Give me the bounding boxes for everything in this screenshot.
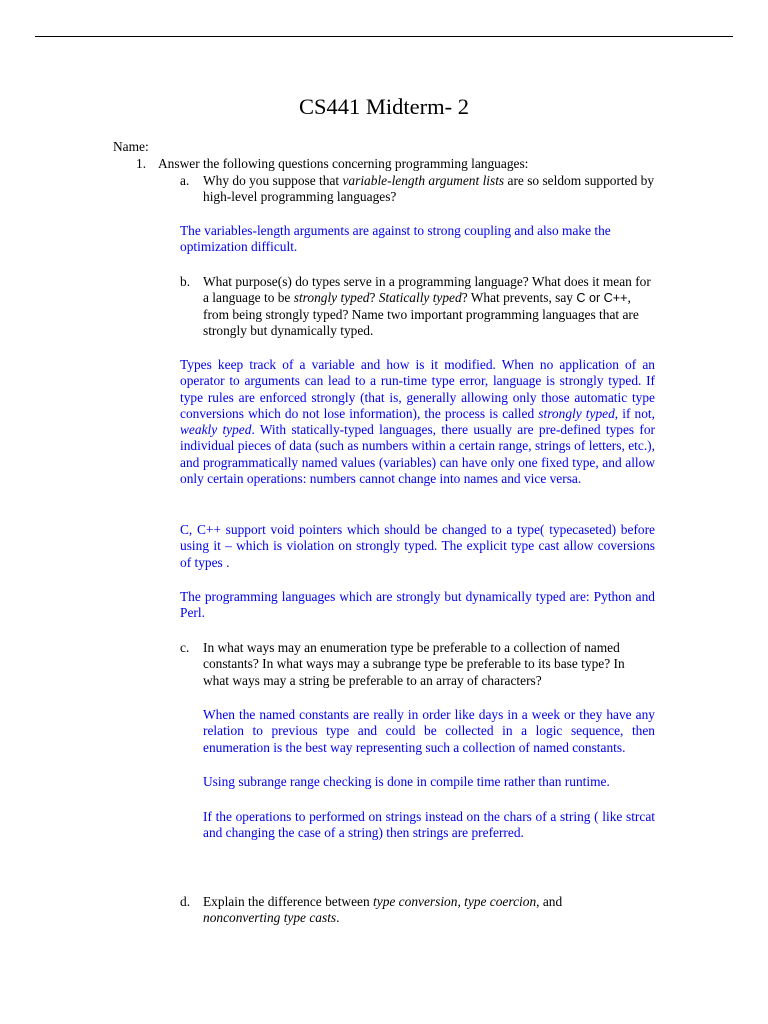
item-a-answer: The variables-length arguments are against to strong coupling and also make the optimization difficult. (180, 223, 611, 255)
item-b-answer-1-text-3: . With statically-typed languages, there usually are pre-defined types for individual pieces of data (such as numbers within a certain range, strings of letters, etc.), and programmatically named values (variables) can have only one fixed type, and allow only certain operations: numbers cannot change into names and vice versa. (180, 422, 655, 487)
item-a-question-text-end: are so seldom supported by high-level programming languages? (203, 173, 655, 205)
item-b-question-text-4: , from being strongly typed? Name two important programming languages that are strongly but dynamically typed. (203, 290, 639, 338)
item-b-answer-1-emphasis-1: strongly typed (538, 405, 615, 421)
question-1-number: 1. (136, 156, 147, 171)
item-b-question-sans: C or C++ (576, 291, 628, 306)
name-label: Name: (113, 139, 149, 154)
item-a-letter: a. (180, 173, 190, 188)
item-b-answer-1-text-1: Types keep track of a variable and how is it modified. When no application of an operator to arguments can lead to a run-time type error, language is strongly typed. If type rules are enforced strongly (that is, generally allowing only those automatic type conversions which do not lose information), the process is called (180, 357, 655, 421)
item-b-question-emphasis-1: strongly typed (293, 290, 370, 306)
item-c-answer-3: If the operations to performed on strings instead on the chars of a string ( like strcat and changing the case of a string) then strings are preferred. (203, 809, 655, 841)
item-d-question-emphasis-2: type coercion (464, 894, 537, 909)
item-d-letter: d. (180, 894, 191, 909)
item-d-question-text-2: , (457, 894, 465, 909)
item-c-answer-1: When the named constants are really in order like days in a week or they have any relation to previous type and could be collected in a logic sequence, then enumeration is the best way representing such a collection of named constants. (203, 707, 655, 755)
item-b-question-text-1: What purpose(s) do types serve in a programming language? What does it mean for a language to be (203, 274, 651, 306)
item-b-question-text-2: ? (369, 290, 379, 306)
item-b-answer-1 (180, 357, 655, 487)
item-b-answer-1-text-2: , if not, (614, 405, 655, 421)
item-b-answer-1-emphasis-2: weakly typed (180, 422, 252, 438)
item-c-answer-2: Using subrange range checking is done in compile time rather than runtime. (203, 774, 610, 789)
item-c-question: In what ways may an enumeration type be preferable to a collection of named constants? In what ways may a subrange type be preferable to its base type? In what ways may a string be preferable to an array of characters? (203, 640, 625, 688)
question-1-text: Answer the following questions concerning programming languages: (158, 156, 529, 171)
item-d-question-emphasis-3: nonconverting type casts (203, 910, 337, 926)
item-b-question-emphasis-2: Statically typed (378, 290, 462, 306)
item-b-question-text-3: ? What prevents, say (461, 290, 577, 306)
item-a-question (203, 173, 658, 206)
item-b-answer-2: C, C++ support void pointers which should be changed to a type( typecaseted) before using it – which is violation on strongly typed. The explicit type cast allow coversions of types . (180, 522, 655, 570)
item-b-answer-3: The programming languages which are strongly but dynamically typed are: Python and Perl. (180, 589, 655, 621)
item-d-question-text-4: . (336, 910, 340, 926)
item-b-question (203, 274, 655, 339)
item-a-question-text: Why do you suppose that (203, 173, 343, 188)
header-rule (35, 36, 733, 37)
item-d-question-text-3: , and (536, 894, 563, 909)
item-d-question (203, 894, 583, 927)
item-a-question-emphasis: variable-length argument lists (342, 173, 505, 188)
item-d-question-text-1: Explain the difference between (203, 894, 374, 909)
item-b-letter: b. (180, 274, 191, 289)
item-d-question-emphasis-1: type conversion (373, 894, 458, 909)
item-c-letter: c. (180, 640, 190, 655)
page-title: CS441 Midterm- 2 (298, 94, 469, 119)
